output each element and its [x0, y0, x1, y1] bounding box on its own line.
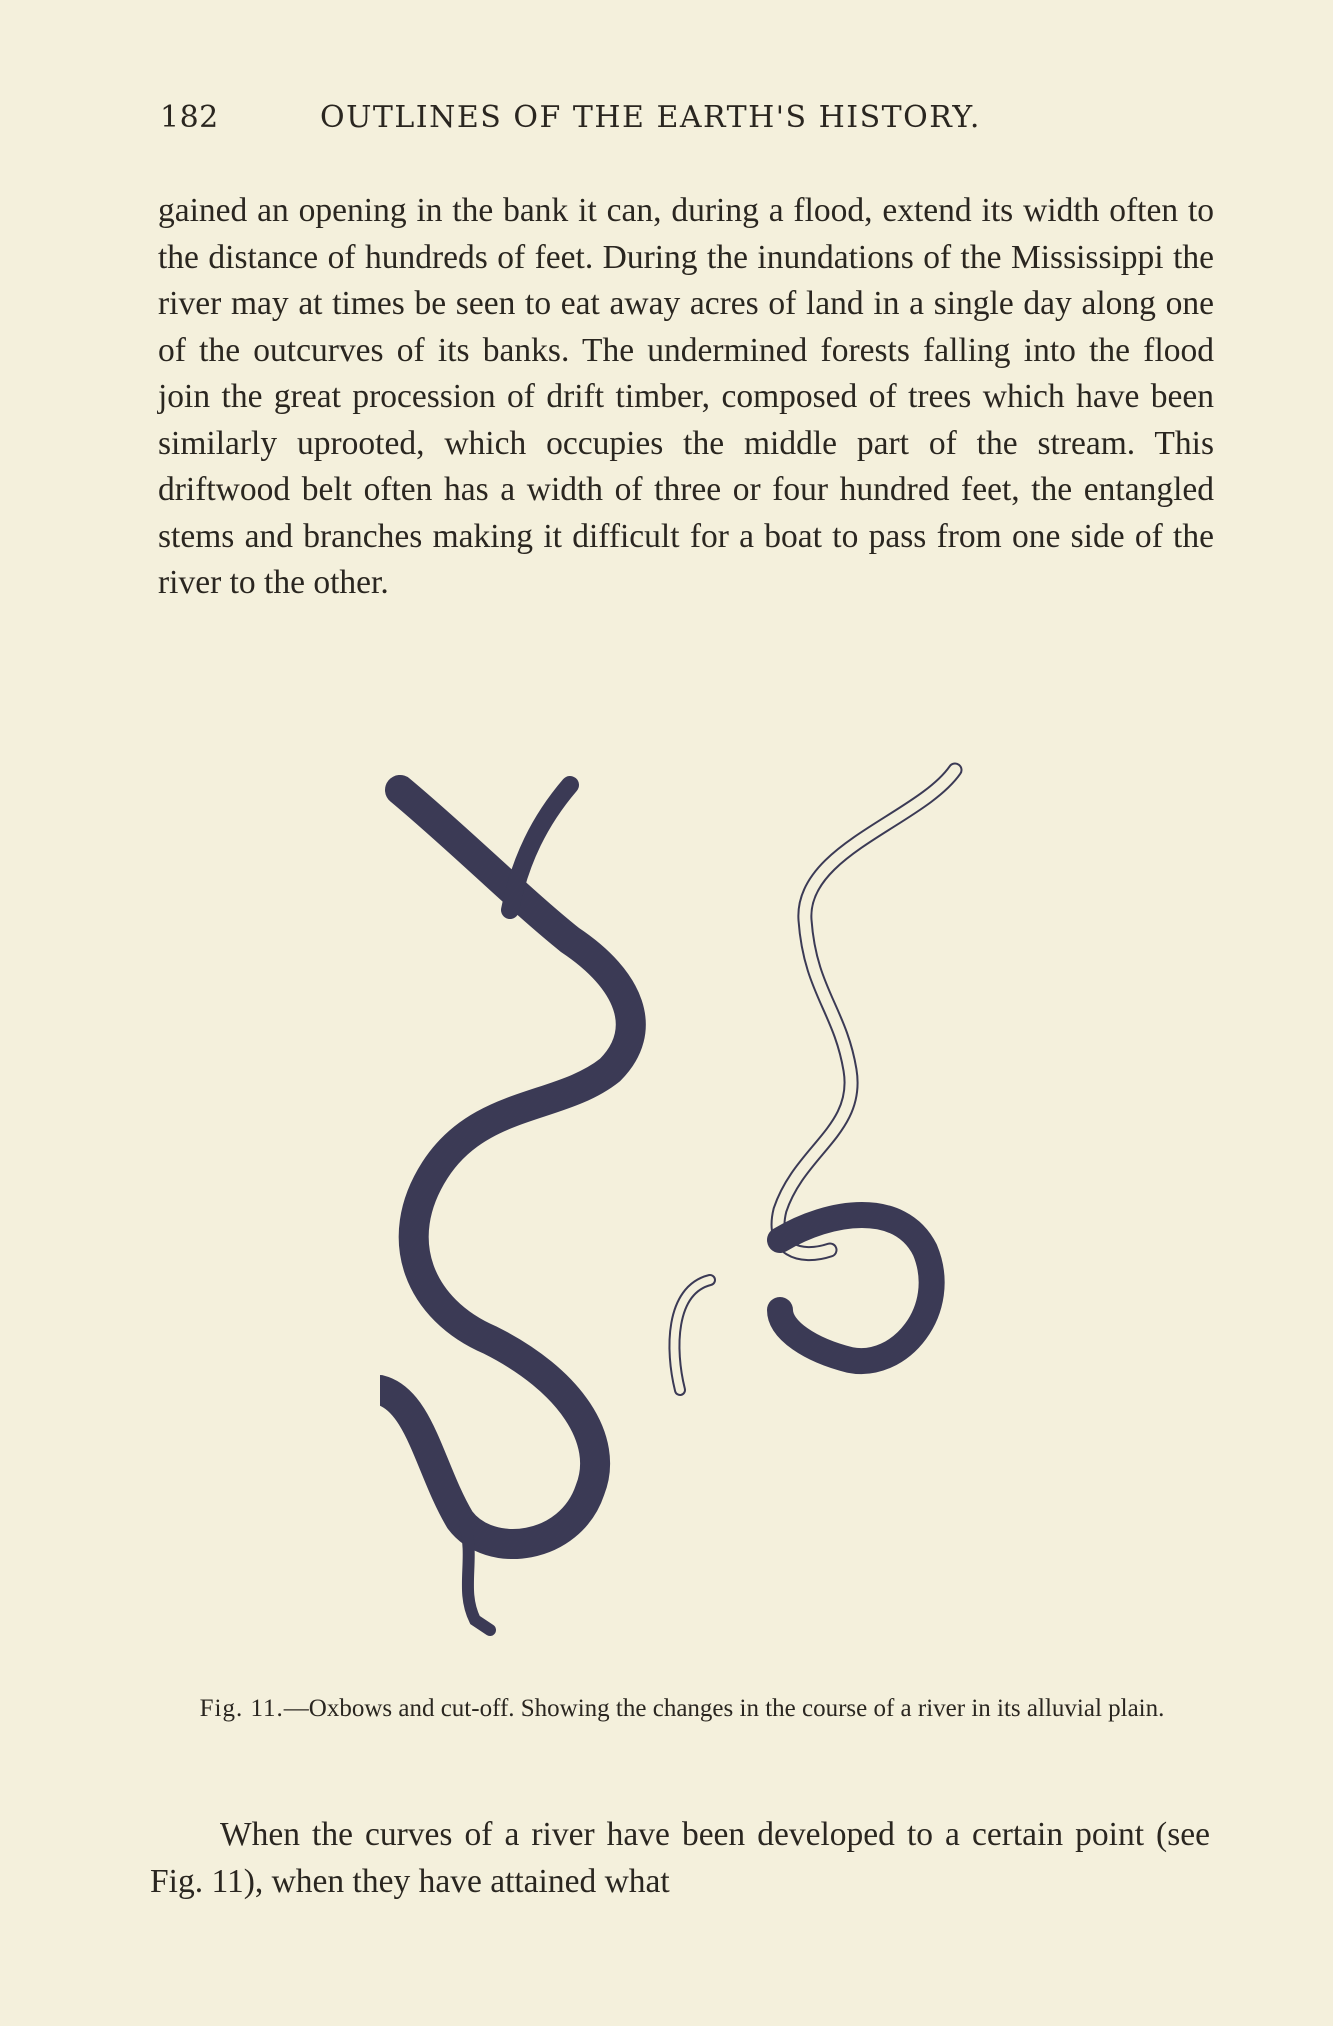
- main-river-channel: [380, 785, 631, 1630]
- figure-caption: [152, 1690, 1212, 1728]
- oxbow-loop: [780, 1215, 932, 1361]
- page-header: [160, 100, 1070, 150]
- running-head: OUTLINES OF THE EARTH'S HISTORY.: [320, 100, 981, 135]
- body-paragraph-1: [158, 188, 1214, 607]
- figure-11-illustration: [380, 750, 980, 1670]
- caption-text: —Oxbows and cut-off. Showing the changes in the course of a river in its alluvial plain.: [283, 1695, 1165, 1722]
- figure-label: Fig. 11.: [199, 1695, 284, 1722]
- paragraph-text: When the curves of a river have been developed to a certain point (see Fig. 11), when they have attained what: [150, 1816, 1210, 1900]
- page-number: 182: [160, 100, 219, 135]
- abandoned-channel: [674, 770, 955, 1390]
- oxbow-river-drawing: [380, 750, 980, 1670]
- body-paragraph-2: [150, 1812, 1210, 1905]
- paragraph-text: gained an opening in the bank it can, during a flood, extend its width often to the distance of hundreds of feet. During the inundations of the Mississippi the river may at times be seen to eat away acres of land in a single day along one of the outcurves of its banks. The undermined forests falling into the flood join the great procession of drift timber, composed of trees which have been similarly uprooted, which occupies the middle part of the stream. This driftwood belt often has a width of three or four hundred feet, the entangled stems and branches making it difficult for a boat to pass from one side of the river to the other.: [158, 192, 1214, 601]
